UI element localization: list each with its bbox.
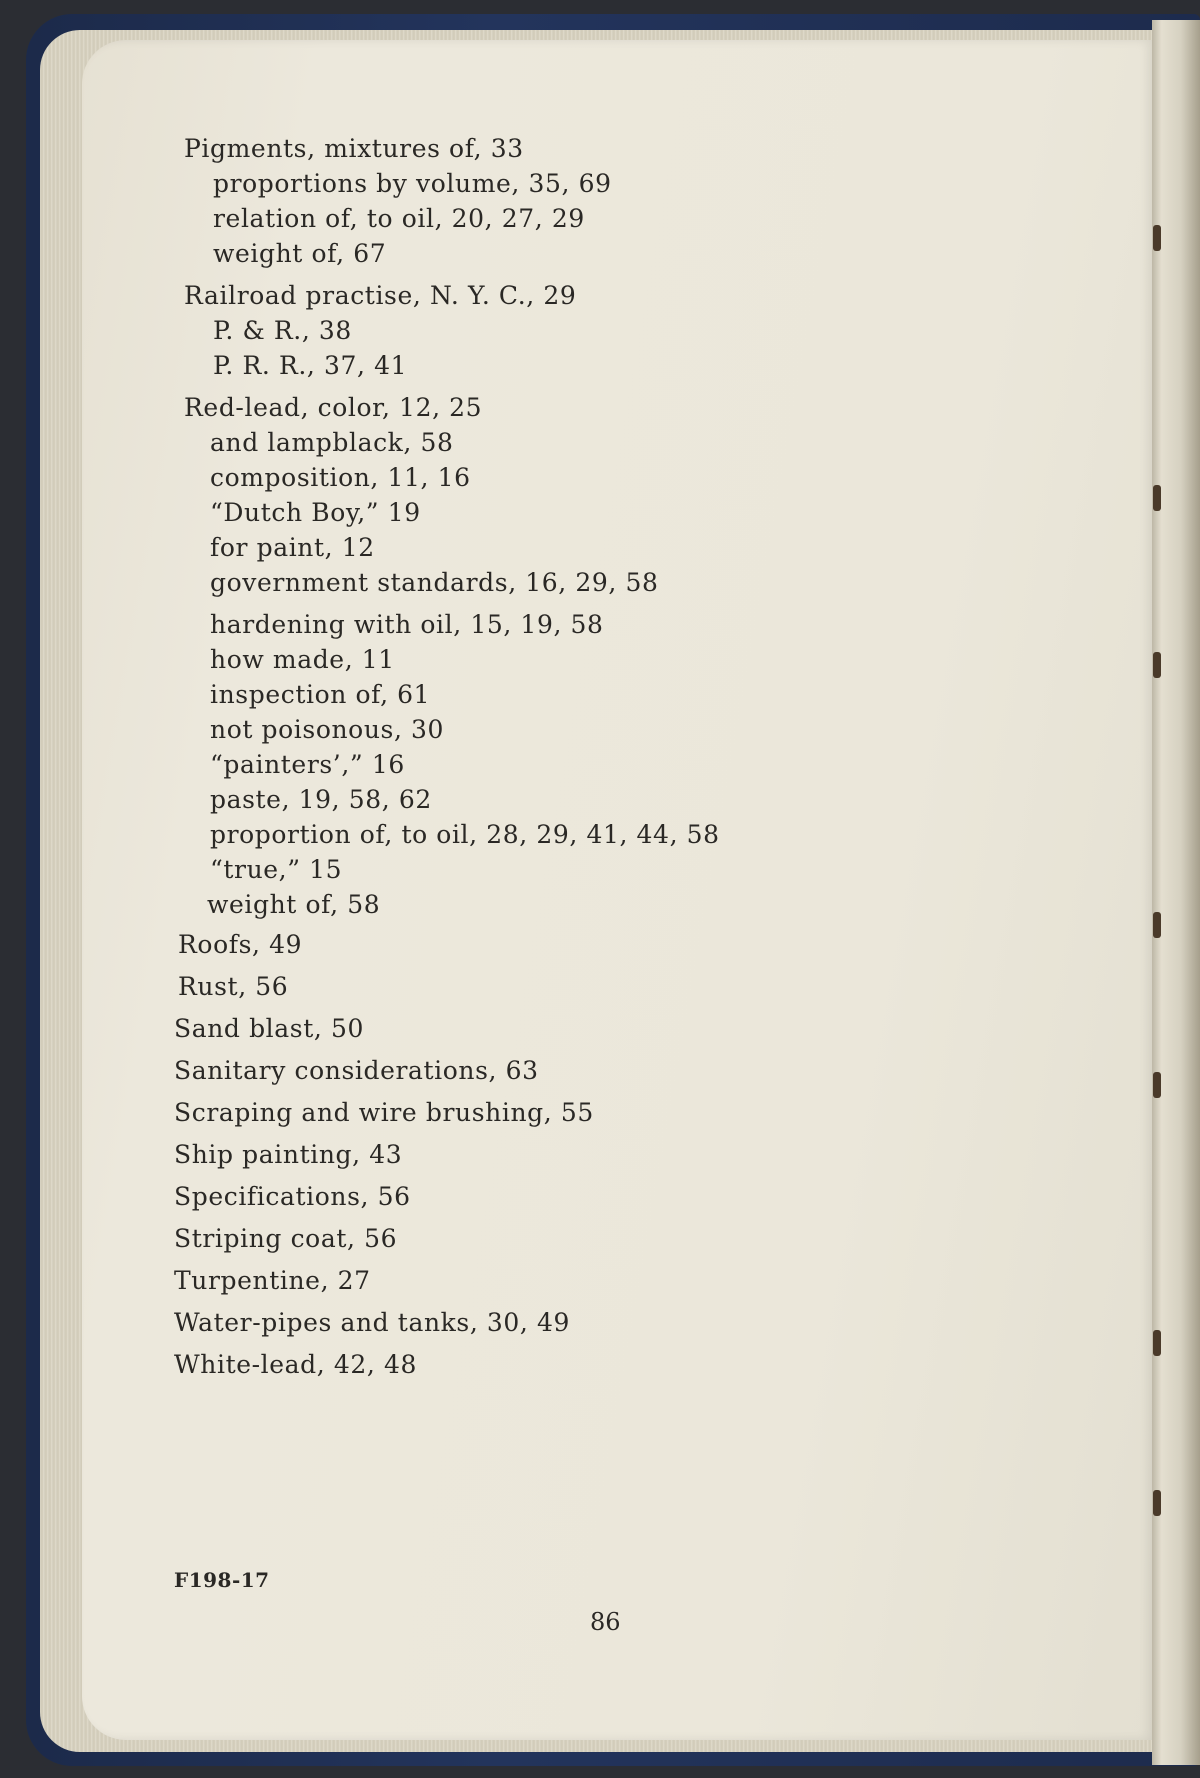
index-heading: Red-lead, color, 12, 25 bbox=[184, 393, 483, 422]
index-heading: Striping coat, 56 bbox=[174, 1224, 398, 1253]
print-code: F198-17 bbox=[174, 1568, 270, 1592]
index-heading: White-lead, 42, 48 bbox=[174, 1350, 417, 1379]
index-subentry: for paint, 12 bbox=[210, 533, 375, 562]
index-subentry: proportion of, to oil, 28, 29, 41, 44, 58 bbox=[210, 820, 720, 849]
index-subentry: not poisonous, 30 bbox=[210, 715, 445, 744]
index-heading: Sand blast, 50 bbox=[174, 1014, 364, 1043]
index-heading: Sanitary considerations, 63 bbox=[174, 1056, 539, 1085]
index-subentry: “true,” 15 bbox=[210, 855, 343, 884]
index-subentry: inspection of, 61 bbox=[210, 680, 431, 709]
index-heading: Rust, 56 bbox=[178, 972, 289, 1001]
index-subentry: hardening with oil, 15, 19, 58 bbox=[210, 610, 604, 639]
index-subentry: weight of, 67 bbox=[213, 239, 387, 268]
index-heading: Pigments, mixtures of, 33 bbox=[184, 134, 524, 163]
index-subentry: government standards, 16, 29, 58 bbox=[210, 568, 659, 597]
index-heading: Ship painting, 43 bbox=[174, 1140, 403, 1169]
index-heading: Scraping and wire brushing, 55 bbox=[174, 1098, 594, 1127]
index-heading: Railroad practise, N. Y. C., 29 bbox=[184, 281, 577, 310]
index-subentry: relation of, to oil, 20, 27, 29 bbox=[213, 204, 585, 233]
index-subentry: P. & R., 38 bbox=[213, 316, 352, 345]
index-heading: Roofs, 49 bbox=[178, 930, 303, 959]
index-heading: Water-pipes and tanks, 30, 49 bbox=[174, 1308, 571, 1337]
page-number: 86 bbox=[590, 1608, 621, 1636]
index-subentry: “Dutch Boy,” 19 bbox=[210, 498, 421, 527]
index-heading: Turpentine, 27 bbox=[174, 1266, 371, 1295]
index-subentry: composition, 11, 16 bbox=[210, 463, 471, 492]
index-subentry: and lampblack, 58 bbox=[210, 428, 454, 457]
index-subentry: how made, 11 bbox=[210, 645, 395, 674]
index-subentry: proportions by volume, 35, 69 bbox=[213, 169, 612, 198]
index-heading: Specifications, 56 bbox=[174, 1182, 411, 1211]
index-subentry: “painters’,” 16 bbox=[210, 750, 405, 779]
index-subentry: weight of, 58 bbox=[207, 890, 381, 919]
index-subentry: paste, 19, 58, 62 bbox=[210, 785, 432, 814]
index-subentry: P. R. R., 37, 41 bbox=[213, 351, 408, 380]
